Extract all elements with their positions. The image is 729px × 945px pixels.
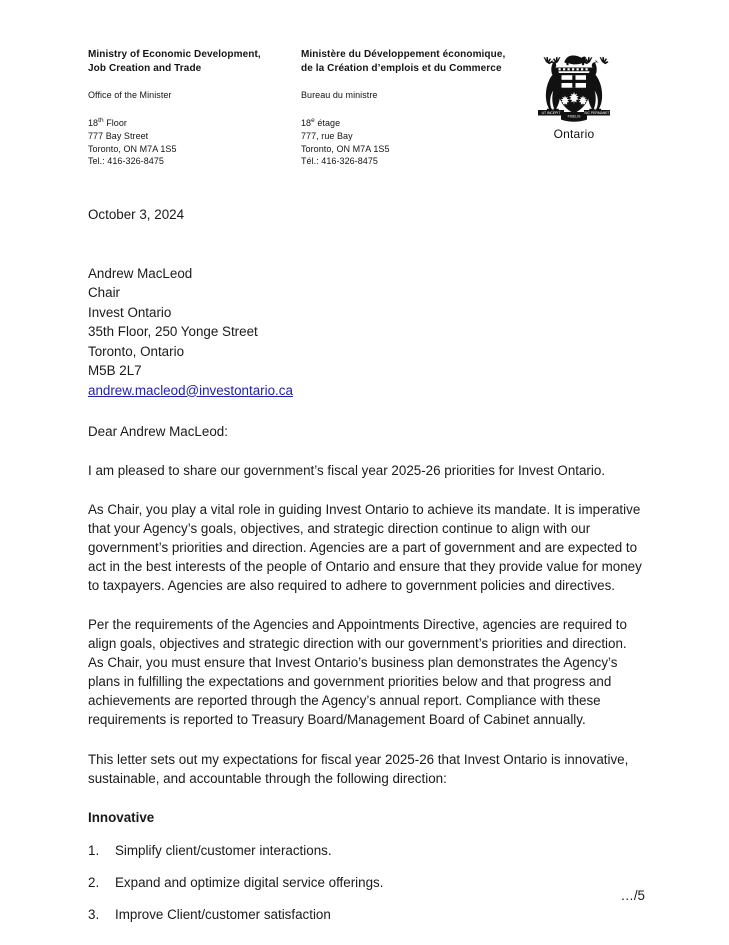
address-english-phone: Tel.: 416-326-8475 bbox=[88, 156, 164, 167]
ministry-name-french bbox=[301, 48, 516, 75]
ontario-logo-block bbox=[528, 48, 620, 141]
address-french-street: 777, rue Bay bbox=[301, 130, 353, 141]
address-english-floor bbox=[88, 117, 288, 130]
address-english-street: 777 Bay Street bbox=[88, 130, 149, 141]
letter-body bbox=[88, 205, 644, 937]
recipient-address-block bbox=[88, 264, 644, 400]
ministry-name-english bbox=[88, 48, 288, 75]
letter-paragraph-3: Per the requirements of the Agencies and Appointments Directive, agencies are required to align goals, objectives and strategic direction with our government’s priorities and direction. As Chair, you must ensure that Invest Ontario’s business plan demonstrates the Agency’s plans in fulfilling the expectations and government priorities below and that progress and achievements are reported through the Agency’s annual report. Compliance with these requirements is reported to Treasury Board/Management Board of Cabinet annually. bbox=[88, 617, 627, 728]
address-french-floor bbox=[301, 117, 516, 130]
letter-paragraph-1: I am pleased to share our government’s fiscal year 2025-26 priorities for Invest Ontario. bbox=[88, 463, 606, 479]
floor-number-english: 18 bbox=[88, 117, 99, 128]
section-heading-innovative: Innovative bbox=[88, 809, 155, 825]
recipient-street-address: 35th Floor, 250 Yonge Street bbox=[88, 324, 258, 340]
recipient-email-link[interactable]: andrew.macleod@investontario.ca bbox=[88, 382, 293, 398]
floor-word-french: étage bbox=[314, 117, 341, 128]
page-continuation-marker: …/5 bbox=[620, 888, 645, 903]
floor-suffix-french: e bbox=[311, 116, 315, 124]
address-french-phone: Tél.: 416-326-8475 bbox=[301, 156, 378, 167]
floor-word-english: Floor bbox=[103, 117, 127, 128]
motto-scroll-text: FIDELIS bbox=[567, 114, 581, 119]
address-english bbox=[88, 117, 288, 168]
office-label-french: Bureau du ministre bbox=[301, 90, 378, 100]
letter-salutation: Dear Andrew MacLeod: bbox=[88, 424, 228, 440]
ontario-coat-of-arms-icon bbox=[528, 48, 620, 126]
address-french-city: Toronto, ON M7A 1S5 bbox=[301, 143, 390, 154]
ministry-name-english-line2: Job Creation and Trade bbox=[88, 62, 202, 74]
ministry-name-english-line1: Ministry of Economic Development, bbox=[88, 49, 261, 60]
innovative-direction-list bbox=[88, 841, 644, 924]
ministry-name-french-line2: de la Création d’emplois et du Commerce bbox=[301, 62, 502, 74]
ministry-name-french-line1: Ministère du Développement économique, bbox=[301, 49, 506, 60]
address-english-city: Toronto, ON M7A 1S5 bbox=[88, 143, 177, 154]
recipient-organization: Invest Ontario bbox=[88, 304, 172, 320]
office-label-english: Office of the Minister bbox=[88, 90, 172, 100]
ontario-wordmark: Ontario bbox=[553, 127, 595, 141]
list-item: Simplify client/customer interactions. bbox=[115, 842, 332, 858]
letter-paragraph-2: As Chair, you play a vital role in guiding Invest Ontario to achieve its mandate. It is imperative that your Agency’s goals, objectives, and strategic direction continue to align with our government’s priorities and direction. Agencies are a part of government and are expected to act in the best interests of the people of Ontario and ensure that they provide value for money to taxpayers. Agencies are also required to adhere to government policies and directives. bbox=[88, 502, 642, 594]
letterhead bbox=[0, 48, 729, 178]
letter-paragraph-4: This letter sets out my expectations for fiscal year 2025-26 that Invest Ontario is innovative, sustainable, and accountable through the following direction: bbox=[88, 751, 629, 786]
list-item: Expand and optimize digital service offerings. bbox=[115, 874, 384, 890]
floor-suffix-english: th bbox=[98, 116, 104, 124]
recipient-postal-code: M5B 2L7 bbox=[88, 363, 142, 379]
floor-number-french: 18 bbox=[301, 117, 312, 128]
address-french bbox=[301, 117, 516, 168]
recipient-title: Chair bbox=[88, 285, 120, 301]
letterhead-french-block bbox=[301, 48, 516, 168]
letter-date: October 3, 2024 bbox=[88, 207, 185, 222]
motto-right-text: SIC PERMANET bbox=[584, 111, 610, 116]
motto-left-text: UT INCEPIT bbox=[541, 111, 561, 116]
list-item: Improve Client/customer satisfaction bbox=[115, 906, 331, 922]
recipient-name: Andrew MacLeod bbox=[88, 266, 193, 282]
recipient-city-province: Toronto, Ontario bbox=[88, 343, 185, 359]
letterhead-english-block bbox=[88, 48, 288, 168]
